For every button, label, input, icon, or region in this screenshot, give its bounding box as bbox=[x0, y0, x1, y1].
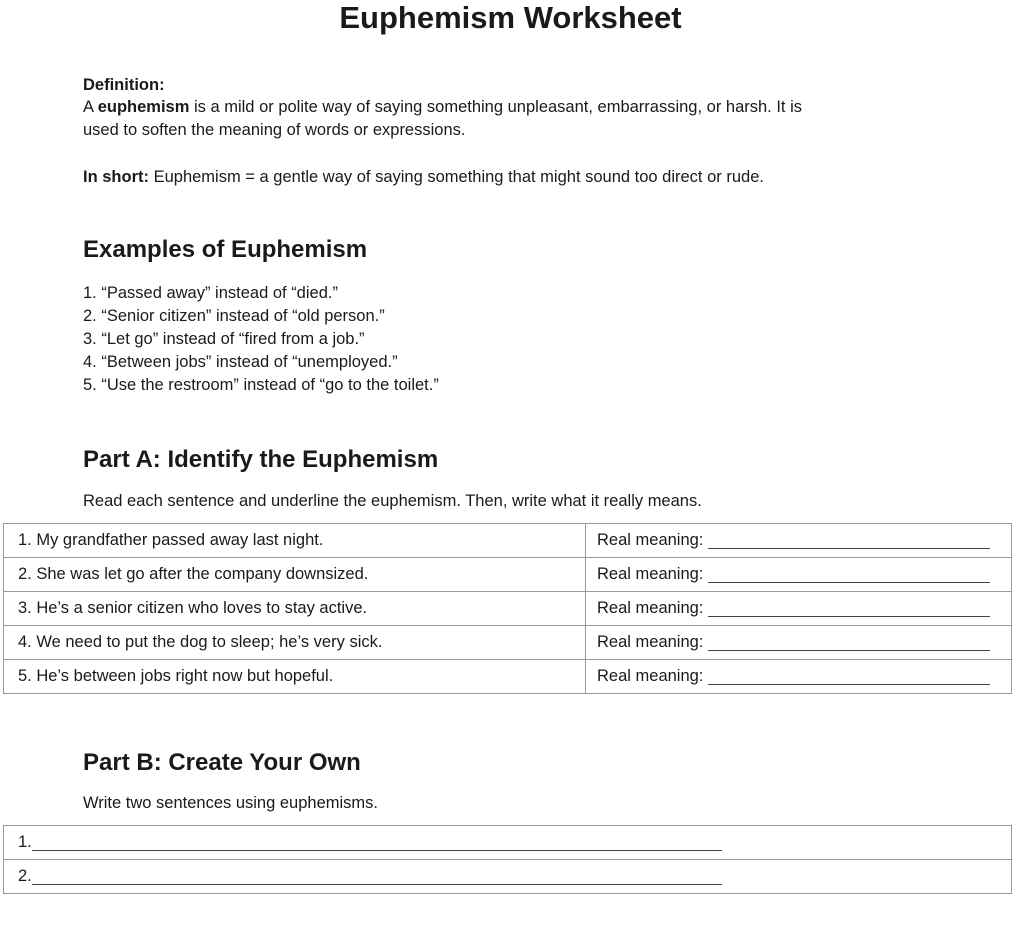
answer-cell bbox=[586, 524, 1012, 558]
answer-label: Real meaning: bbox=[597, 531, 704, 549]
sentence: 5. He’s between jobs right now but hopeful. bbox=[4, 660, 586, 694]
row-number: 1. bbox=[18, 833, 32, 851]
page-title: Euphemism Worksheet bbox=[339, 0, 682, 35]
part-a-table bbox=[3, 523, 1012, 694]
definition-text bbox=[83, 96, 802, 142]
table-row bbox=[4, 592, 1012, 626]
answer-blank[interactable] bbox=[708, 600, 990, 617]
answer-label: Real meaning: bbox=[597, 667, 704, 685]
in-short-label: In short: bbox=[83, 168, 149, 186]
sentence-blank[interactable] bbox=[32, 868, 722, 885]
answer-blank[interactable] bbox=[708, 532, 990, 549]
answer-cell bbox=[4, 860, 1012, 894]
term-euphemism: euphemism bbox=[97, 98, 190, 116]
in-short-text: Euphemism = a gentle way of saying something that might sound too direct or rude. bbox=[149, 168, 764, 186]
answer-cell bbox=[586, 592, 1012, 626]
sentence: 3. He’s a senior citizen who loves to stay active. bbox=[4, 592, 586, 626]
examples-list bbox=[83, 282, 439, 397]
answer-blank[interactable] bbox=[708, 566, 990, 583]
list-item: 1. “Passed away” instead of “died.” bbox=[83, 284, 338, 302]
part-b-table bbox=[3, 825, 1012, 894]
examples-heading: Examples of Euphemism bbox=[83, 236, 368, 263]
part-a-instruction: Read each sentence and underline the euphemism. Then, write what it really means. bbox=[83, 492, 702, 510]
table-row bbox=[4, 558, 1012, 592]
list-item: 2. “Senior citizen” instead of “old person.” bbox=[83, 307, 385, 325]
answer-label: Real meaning: bbox=[597, 599, 704, 617]
definition-label: Definition: bbox=[83, 76, 165, 94]
answer-label: Real meaning: bbox=[597, 633, 704, 651]
answer-blank[interactable] bbox=[708, 668, 990, 685]
answer-cell bbox=[4, 826, 1012, 860]
table-row bbox=[4, 860, 1012, 894]
sentence-blank[interactable] bbox=[32, 834, 722, 851]
table-row bbox=[4, 626, 1012, 660]
answer-blank[interactable] bbox=[708, 634, 990, 651]
in-short bbox=[83, 166, 764, 189]
answer-cell bbox=[586, 558, 1012, 592]
list-item: 3. “Let go” instead of “fired from a job.” bbox=[83, 330, 365, 348]
sentence: 1. My grandfather passed away last night. bbox=[4, 524, 586, 558]
text: A bbox=[83, 98, 98, 116]
sentence: 2. She was let go after the company downsized. bbox=[4, 558, 586, 592]
text: is a mild or polite way of saying something unpleasant, embarrassing, or harsh. It is bbox=[189, 98, 803, 116]
sentence: 4. We need to put the dog to sleep; he’s very sick. bbox=[4, 626, 586, 660]
text: used to soften the meaning of words or expressions. bbox=[83, 121, 466, 139]
answer-label: Real meaning: bbox=[597, 565, 704, 583]
answer-cell bbox=[586, 660, 1012, 694]
part-a-heading: Part A: Identify the Euphemism bbox=[83, 446, 439, 473]
part-b-heading: Part B: Create Your Own bbox=[83, 749, 361, 776]
part-b-instruction: Write two sentences using euphemisms. bbox=[83, 794, 378, 812]
list-item: 5. “Use the restroom” instead of “go to the toilet.” bbox=[83, 376, 439, 394]
list-item: 4. “Between jobs” instead of “unemployed.” bbox=[83, 353, 398, 371]
table-row bbox=[4, 524, 1012, 558]
table-row bbox=[4, 826, 1012, 860]
answer-cell bbox=[586, 626, 1012, 660]
table-row bbox=[4, 660, 1012, 694]
row-number: 2. bbox=[18, 867, 32, 885]
